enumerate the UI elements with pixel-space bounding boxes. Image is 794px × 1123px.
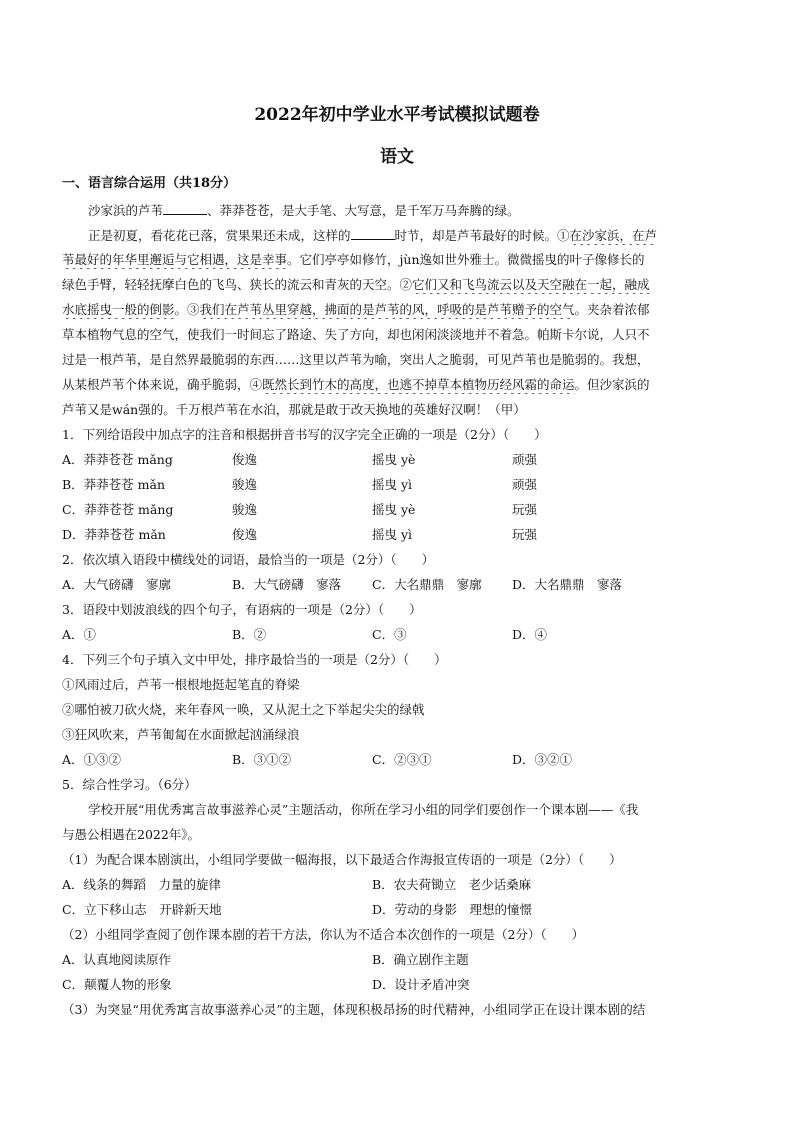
- wavy-sentence-1: 在沙家浜，在芦: [569, 228, 658, 243]
- question-1-stem: 1．下列给语段中加点字的注音和根据拼音书写的汉字完全正确的一项是（2分）（ ）: [62, 427, 547, 442]
- passage-line: [88, 226, 758, 245]
- q5-intro-cont: 与愚公相遇在2022年》。: [62, 827, 201, 842]
- q4-option-d[interactable]: D．③②①: [512, 752, 573, 767]
- q5-2-option-b[interactable]: B．确立剧作主题: [372, 952, 469, 967]
- passage-line: [62, 251, 732, 269]
- subject-title: 语文: [380, 147, 414, 167]
- q5-part-3-stem: （3）为突显“用优秀寓言故事滋养心灵”的主题，体现积极昂扬的时代精神，小组同学正在设计课本剧的结: [62, 1002, 646, 1017]
- q5-1-option-a[interactable]: A．线条的舞蹈 力量的旋律: [62, 877, 222, 892]
- q1-option-a-word4: 顽强: [512, 452, 538, 467]
- q3-option-a[interactable]: A．①: [62, 627, 97, 642]
- q2-option-d[interactable]: D．大名鼎鼎 寥落: [512, 577, 623, 592]
- passage-text: 从某根芦苇个体来说，确乎脆弱，④: [62, 377, 263, 392]
- q1-option-d-word2: 俊逸: [232, 527, 258, 542]
- exam-title: 2022年初中学业水平考试模拟试题卷: [254, 105, 540, 125]
- section-heading: 一、语言综合运用（共18分）: [62, 176, 237, 191]
- wavy-sentence-2: 水底摇曳一般的倒影: [62, 302, 175, 317]
- fill-blank: [351, 226, 395, 240]
- q5-2-option-d[interactable]: D．设计矛盾冲突: [372, 977, 470, 992]
- q1-option-c[interactable]: C．莽莽苍苍 mǎng: [62, 502, 174, 517]
- passage-text: 绿色手臂，轻轻抚摩白色的飞鸟、狭长的流云和青灰的天空。②: [62, 277, 413, 292]
- passage-text: 、莽莽苍苍，是大手笔、大写意，是千军万马奔腾的绿。: [207, 203, 520, 218]
- q1-option-b-word2: 骏逸: [232, 477, 258, 492]
- q1-option-b-word4: 顽强: [512, 477, 538, 492]
- q1-option-b[interactable]: B．莽莽苍苍 mǎn: [62, 477, 166, 492]
- passage-text: 时节，却是芦苇最好的时候。①: [394, 228, 570, 243]
- question-3-stem: 3．语段中划波浪线的四个句子，有语病的一项是（2分）（ ）: [62, 602, 422, 617]
- q1-option-d[interactable]: D．莽莽苍苍 mǎn: [62, 527, 166, 542]
- q5-intro: 学校开展“用优秀寓言故事滋养心灵”主题活动，你所在学习小组的同学们要创作一个课本剧——《我: [88, 802, 639, 817]
- fill-blank: [163, 201, 207, 215]
- question-4-stem: 4．下列三个句子填入文中甲处，排序最恰当的一项是（2分）（ ）: [62, 652, 447, 667]
- wavy-sentence-2: 它们又和飞鸟流云以及天空融在一起，融成: [412, 277, 650, 292]
- q2-option-c[interactable]: C．大名鼎鼎 寥廓: [372, 577, 482, 592]
- q3-option-c[interactable]: C．③: [372, 627, 407, 642]
- q5-1-option-c[interactable]: C．立下移山志 开辟新天地: [62, 902, 222, 917]
- q5-1-option-b[interactable]: B．农夫荷锄立 老少话桑麻: [372, 877, 532, 892]
- passage-line: 草本植物气息的空气，使我们一时间忘了路途、失了方向，却也闲闲淡淡地并不着急。帕斯卡尔说，人只不: [62, 327, 650, 342]
- q1-option-c-word3: 摇曳 yè: [372, 502, 416, 517]
- q4-option-a[interactable]: A．①③②: [62, 752, 122, 767]
- passage-line: [62, 301, 732, 319]
- wavy-sentence-3: 我们在芦苇丛里穿越，拂面的是芦苇的风，呼吸的是芦苇赠予的空气: [199, 302, 575, 317]
- passage-text: 。夹杂着浓郁: [574, 302, 650, 317]
- passage-line: [88, 201, 758, 220]
- q5-2-option-c[interactable]: C．颠覆人物的形象: [62, 977, 172, 992]
- q1-option-b-word3: 摇曳 yì: [372, 477, 413, 492]
- q2-option-a[interactable]: A．大气磅礴 寥廓: [62, 577, 172, 592]
- q1-option-c-word4: 玩强: [512, 502, 538, 517]
- passage-text: 。但沙家浜的: [574, 377, 650, 392]
- q2-option-b[interactable]: B．大气磅礴 寥落: [232, 577, 342, 592]
- q4-option-b[interactable]: B．③①②: [232, 752, 292, 767]
- q1-option-d-word3: 摇曳 yì: [372, 527, 413, 542]
- passage-text: 。③: [174, 302, 200, 317]
- q1-option-d-word4: 玩强: [512, 527, 538, 542]
- q3-option-d[interactable]: D．④: [512, 627, 548, 642]
- question-2-stem: 2．依次填入语段中横线处的词语，最恰当的一项是（2分）（ ）: [62, 552, 435, 567]
- question-5-stem: 5．综合性学习。（6分）: [62, 777, 197, 792]
- q5-1-option-d[interactable]: D．劳动的身影 理想的憧憬: [372, 902, 533, 917]
- q5-part-2-stem: （2）小组同学查阅了创作课本剧的若干方法，你认为不适合本次创作的一项是（2分）（ ）: [62, 927, 585, 942]
- q4-option-c[interactable]: C．②③①: [372, 752, 432, 767]
- passage-text: 正是初夏，看花花已落，赏果果还未成，这样的: [88, 228, 351, 243]
- q1-option-c-word2: 骏逸: [232, 502, 258, 517]
- passage-line: [62, 376, 732, 394]
- wavy-sentence-4: 既然长到竹木的高度，也逃不掉草本植物历经风霜的命运: [262, 377, 575, 392]
- q1-option-a-word2: 俊逸: [232, 452, 258, 467]
- wavy-sentence-1: 苇最好的年华里邂逅与它相遇，这是幸事: [62, 252, 288, 267]
- passage-text: 。它们亭亭如修竹，jùn逸如世外雅士。微微摇曳的叶子像修长的: [287, 252, 645, 267]
- q3-option-b[interactable]: B．②: [232, 627, 267, 642]
- q5-part-1-stem: （1）为配合课本剧演出，小组同学要做一幅海报，以下最适合作海报宣传语的一项是（2分）（ ）: [62, 852, 622, 867]
- passage-line: 芦苇又是wán强的。千万根芦苇在水泊，那就是敢于改天换地的英雄好汉啊！（甲）: [62, 402, 526, 417]
- q4-sentence-1: ①风雨过后，芦苇一根根地挺起笔直的脊梁: [62, 677, 300, 692]
- passage-line: 过是一根芦苇，是自然界最脆弱的东西……这里以芦苇为喻，突出人之脆弱，可见芦苇也是脆弱的。我想，: [62, 352, 650, 367]
- passage-line: [62, 276, 732, 294]
- q1-option-a-word3: 摇曳 yè: [372, 452, 416, 467]
- passage-text: 沙家浜的芦苇: [88, 203, 164, 218]
- q5-2-option-a[interactable]: A．认真地阅读原作: [62, 952, 172, 967]
- q1-option-a[interactable]: A．莽莽苍苍 mǎng: [62, 452, 173, 467]
- q4-sentence-2: ②哪怕被刀砍火烧，来年春风一唤，又从泥土之下举起尖尖的绿戟: [62, 702, 425, 717]
- q4-sentence-3: ③狂风吹来，芦苇匍匐在水面掀起汹涌绿浪: [62, 727, 300, 742]
